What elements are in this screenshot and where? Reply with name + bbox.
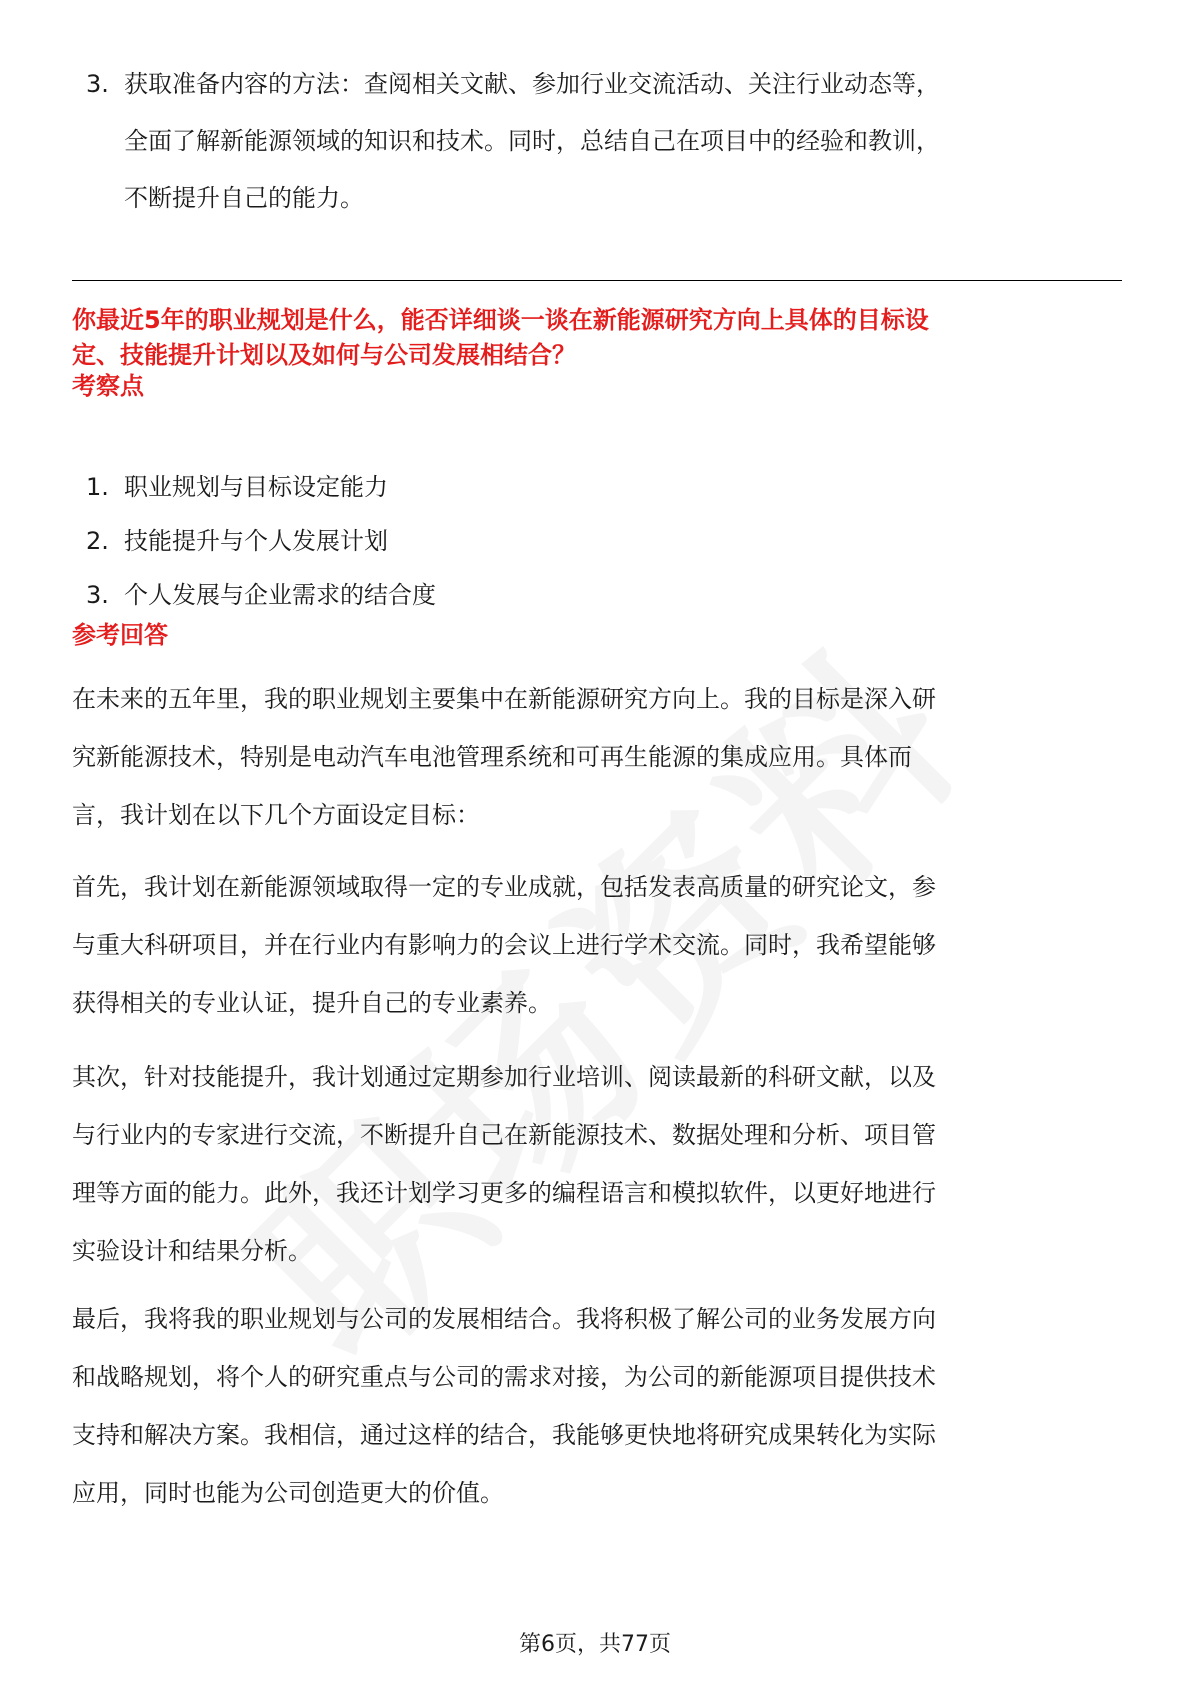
list-line: 全面了解新能源领域的知识和技术。同时，总结自己在项目中的经验和教训， [124, 127, 940, 155]
list-text: 技能提升与个人发展计划 [124, 527, 388, 555]
paragraph-line: 最后，我将我的职业规划与公司的发展相结合。我将积极了解公司的业务发展方向 [72, 1305, 936, 1333]
paragraph-line: 与行业内的专家进行交流，不断提升自己在新能源技术、数据处理和分析、项目管 [72, 1121, 936, 1149]
paragraph-line: 实验设计和结果分析。 [72, 1237, 312, 1265]
preparation-list [72, 56, 1122, 227]
list-item [72, 56, 1122, 227]
answer-paragraph [72, 1290, 1122, 1522]
section-divider [72, 280, 1122, 281]
paragraph-line: 理等方面的能力。此外，我还计划学习更多的编程语言和模拟软件，以更好地进行 [72, 1179, 936, 1207]
page-footer: 第6页，共77页 [519, 1632, 671, 1657]
list-text: 个人发展与企业需求的结合度 [124, 581, 436, 609]
paragraph-line: 和战略规划，将个人的研究重点与公司的需求对接，为公司的新能源项目提供技术 [72, 1363, 936, 1391]
list-item [72, 568, 1122, 622]
paragraph-line: 在未来的五年里，我的职业规划主要集中在新能源研究方向上。我的目标是深入研 [72, 685, 936, 713]
list-number: 3. [86, 581, 109, 609]
list-line: 获取准备内容的方法：查阅相关文献、参加行业交流活动、关注行业动态等， [124, 70, 940, 98]
paragraph-line: 应用，同时也能为公司创造更大的价值。 [72, 1479, 504, 1507]
list-number: 2. [86, 527, 109, 555]
paragraph-line: 首先，我计划在新能源领域取得一定的专业成就，包括发表高质量的研究论文，参 [72, 873, 936, 901]
answer-paragraph [72, 858, 1122, 1032]
paragraph-line: 言，我计划在以下几个方面设定目标： [72, 801, 480, 829]
question-line: 定、技能提升计划以及如何与公司发展相结合？ [72, 341, 576, 369]
top-list-container [72, 56, 1122, 227]
list-number: 3. [86, 70, 109, 98]
paragraph-line: 其次，针对技能提升，我计划通过定期参加行业培训、阅读最新的科研文献，以及 [72, 1063, 936, 1091]
paragraph-line: 获得相关的专业认证，提升自己的专业素养。 [72, 989, 552, 1017]
list-item [72, 460, 1122, 514]
kaochadian-list-container [72, 460, 1122, 622]
kaochadian-heading: 考察点 [72, 372, 144, 400]
cankao-heading: 参考回答 [72, 621, 168, 649]
paragraph-line: 与重大科研项目，并在行业内有影响力的会议上进行学术交流。同时，我希望能够 [72, 931, 936, 959]
list-text: 职业规划与目标设定能力 [124, 473, 388, 501]
paragraph-line: 支持和解决方案。我相信，通过这样的结合，我能够更快地将研究成果转化为实际 [72, 1421, 936, 1449]
answer-paragraph [72, 670, 1122, 844]
interview-question [72, 303, 1122, 373]
paragraph-line: 究新能源技术，特别是电动汽车电池管理系统和可再生能源的集成应用。具体而 [72, 743, 912, 771]
answer-paragraph [72, 1048, 1122, 1280]
kaochadian-list [72, 460, 1122, 622]
list-item [72, 514, 1122, 568]
list-line: 不断提升自己的能力。 [124, 184, 364, 212]
list-number: 1. [86, 473, 109, 501]
question-line: 你最近5年的职业规划是什么，能否详细谈一谈在新能源研究方向上具体的目标设 [72, 306, 929, 334]
